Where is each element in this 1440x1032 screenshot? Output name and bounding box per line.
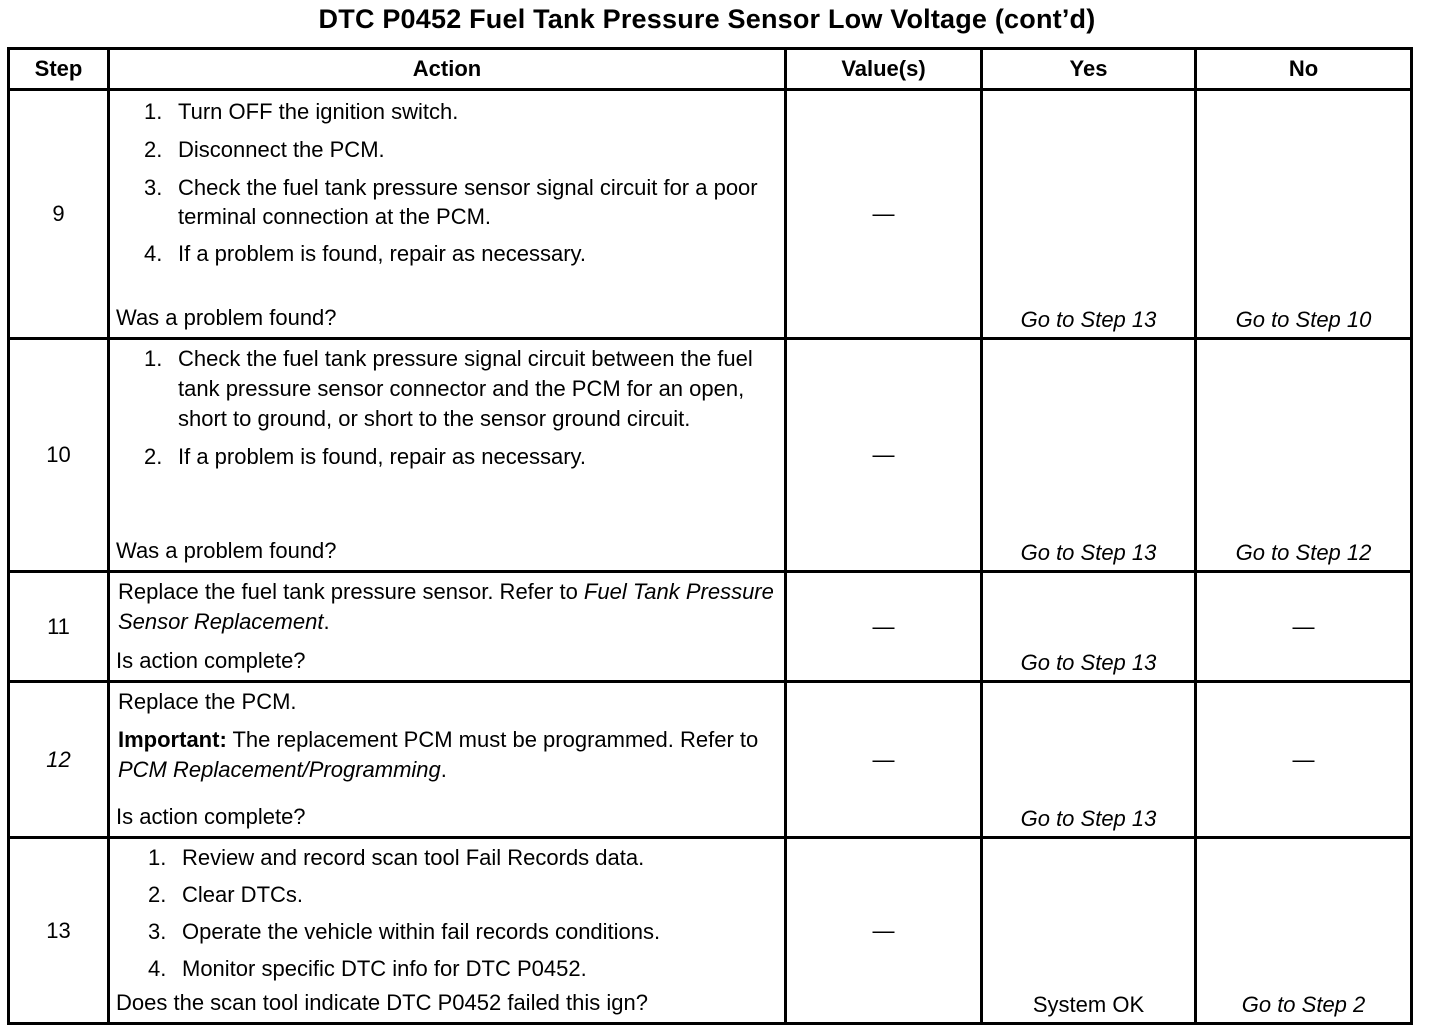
list-item: 2. Disconnect the PCM. xyxy=(144,137,385,162)
table-row xyxy=(9,90,1412,339)
action-cell xyxy=(109,682,786,838)
no-value-cell: — xyxy=(1196,572,1412,682)
table-row xyxy=(9,682,1412,838)
header-values: Value(s) xyxy=(786,49,982,90)
header-action: Action xyxy=(109,49,786,90)
no-value-cell: — xyxy=(1196,682,1412,838)
list-item: 3. Operate the vehicle within fail records conditions. xyxy=(148,919,661,944)
header-no: No xyxy=(1196,49,1412,90)
important-label: Important: xyxy=(118,727,227,752)
step-number: 11 xyxy=(9,572,109,682)
list-item: 1. Turn OFF the ignition switch. xyxy=(144,99,459,124)
action-cell xyxy=(109,838,786,1024)
action-cell xyxy=(109,572,786,682)
header-row xyxy=(9,49,1412,90)
list-item: 2. Clear DTCs. xyxy=(148,882,304,907)
list-item: 4. Monitor specific DTC info for DTC P0452. xyxy=(148,956,587,981)
question-text: Is action complete? xyxy=(116,804,306,829)
action-list xyxy=(118,843,774,984)
action-cell xyxy=(109,339,786,572)
header-step: Step xyxy=(9,49,109,90)
reference-link: Fuel Tank Pressure Sensor Replacement xyxy=(118,579,774,634)
question-text: Was a problem found? xyxy=(116,305,337,330)
page-title: DTC P0452 Fuel Tank Pressure Sensor Low Voltage (cont’d) xyxy=(318,4,1096,34)
yes-goto-link[interactable]: Go to Step 13 xyxy=(982,339,1196,572)
action-list xyxy=(118,344,774,472)
step-number: 12 xyxy=(9,682,109,838)
value-cell: — xyxy=(786,90,982,339)
value-cell: — xyxy=(786,838,982,1024)
action-text: Replace the fuel tank pressure sensor. Refer to Fuel Tank Pressure Sensor Replacement. xyxy=(118,579,774,634)
important-note: Important: The replacement PCM must be programmed. Refer to PCM Replacement/Programming. xyxy=(118,727,759,782)
action-list xyxy=(118,97,774,269)
yes-goto-link[interactable]: Go to Step 13 xyxy=(982,682,1196,838)
list-item: 1. Check the fuel tank pressure signal circuit between the fuel tank pressure sensor connector and the PCM for an open, short to ground, or short to the sensor ground circuit. xyxy=(144,346,753,431)
no-goto-link[interactable]: Go to Step 12 xyxy=(1196,339,1412,572)
step-number: 13 xyxy=(9,838,109,1024)
no-goto-link[interactable]: Go to Step 2 xyxy=(1196,838,1412,1024)
table-row xyxy=(9,339,1412,572)
action-cell xyxy=(109,90,786,339)
table-row xyxy=(9,838,1412,1024)
header-yes: Yes xyxy=(982,49,1196,90)
question-text: Does the scan tool indicate DTC P0452 failed this ign? xyxy=(116,990,648,1015)
yes-goto-link[interactable]: Go to Step 13 xyxy=(982,90,1196,339)
question-text: Was a problem found? xyxy=(116,538,337,563)
list-item: 3. Check the fuel tank pressure sensor signal circuit for a poor terminal connection at the PCM. xyxy=(144,175,758,229)
value-cell: — xyxy=(786,339,982,572)
value-cell: — xyxy=(786,572,982,682)
reference-link: PCM Replacement/Programming xyxy=(118,757,441,782)
table-row xyxy=(9,572,1412,682)
list-item: 4. If a problem is found, repair as necessary. xyxy=(144,241,587,266)
list-item: 1. Review and record scan tool Fail Records data. xyxy=(148,845,645,870)
question-text: Is action complete? xyxy=(116,648,306,673)
value-cell: — xyxy=(786,682,982,838)
yes-goto-link[interactable]: Go to Step 13 xyxy=(982,572,1196,682)
diagnostic-table xyxy=(7,47,1413,1025)
yes-result: System OK xyxy=(982,838,1196,1024)
step-number: 10 xyxy=(9,339,109,572)
list-item: 2. If a problem is found, repair as necessary. xyxy=(144,444,587,469)
step-number: 9 xyxy=(9,90,109,339)
action-text: Replace the PCM. xyxy=(118,689,297,714)
no-goto-link[interactable]: Go to Step 10 xyxy=(1196,90,1412,339)
